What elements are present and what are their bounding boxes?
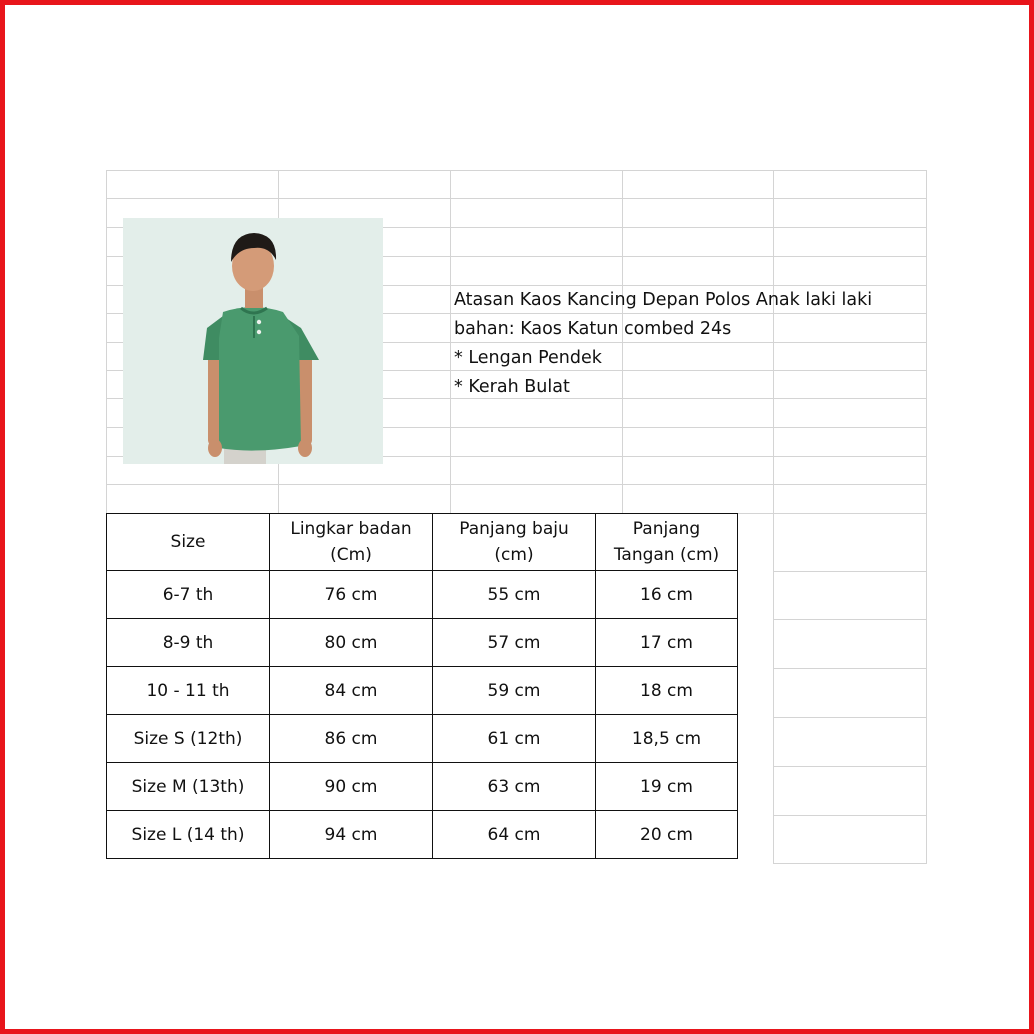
cell-shirt-length: 63 cm <box>433 763 596 811</box>
cell-size: 6-7 th <box>107 571 270 619</box>
table-row <box>107 667 738 715</box>
table-row <box>107 811 738 859</box>
boy-in-green-shirt-image <box>123 218 383 464</box>
cell-chest-width: 84 cm <box>270 667 433 715</box>
cell-size: 8-9 th <box>107 619 270 667</box>
size-chart-table <box>106 513 738 859</box>
table-row <box>107 571 738 619</box>
cell-chest-width: 76 cm <box>270 571 433 619</box>
description-feature-collar: * Kerah Bulat <box>454 377 570 397</box>
cell-shirt-length: 61 cm <box>433 715 596 763</box>
description-feature-sleeve: * Lengan Pendek <box>454 348 602 368</box>
header-sleeve-length: Panjang Tangan (cm) <box>596 514 738 571</box>
description-material: bahan: Kaos Katun combed 24s <box>454 319 732 339</box>
table-header-row <box>107 514 738 571</box>
product-description <box>454 286 924 402</box>
cell-shirt-length: 64 cm <box>433 811 596 859</box>
table-row <box>107 763 738 811</box>
cell-chest-width: 94 cm <box>270 811 433 859</box>
cell-size: 10 - 11 th <box>107 667 270 715</box>
cell-sleeve-length: 17 cm <box>596 619 738 667</box>
cell-shirt-length: 55 cm <box>433 571 596 619</box>
cell-size: Size S (12th) <box>107 715 270 763</box>
spreadsheet <box>106 170 927 864</box>
product-photo <box>123 218 383 464</box>
description-title: Atasan Kaos Kancing Depan Polos Anak laki laki <box>454 290 873 310</box>
cell-size: Size L (14 th) <box>107 811 270 859</box>
cell-sleeve-length: 16 cm <box>596 571 738 619</box>
cell-sleeve-length: 20 cm <box>596 811 738 859</box>
header-size: Size <box>107 514 270 571</box>
cell-sleeve-length: 19 cm <box>596 763 738 811</box>
header-shirt-length: Panjang baju (cm) <box>433 514 596 571</box>
header-chest-width: Lingkar badan (Cm) <box>270 514 433 571</box>
cell-sleeve-length: 18,5 cm <box>596 715 738 763</box>
cell-chest-width: 80 cm <box>270 619 433 667</box>
cell-sleeve-length: 18 cm <box>596 667 738 715</box>
cell-shirt-length: 57 cm <box>433 619 596 667</box>
cell-size: Size M (13th) <box>107 763 270 811</box>
cell-chest-width: 90 cm <box>270 763 433 811</box>
table-row <box>107 715 738 763</box>
table-row <box>107 619 738 667</box>
cell-chest-width: 86 cm <box>270 715 433 763</box>
cell-shirt-length: 59 cm <box>433 667 596 715</box>
